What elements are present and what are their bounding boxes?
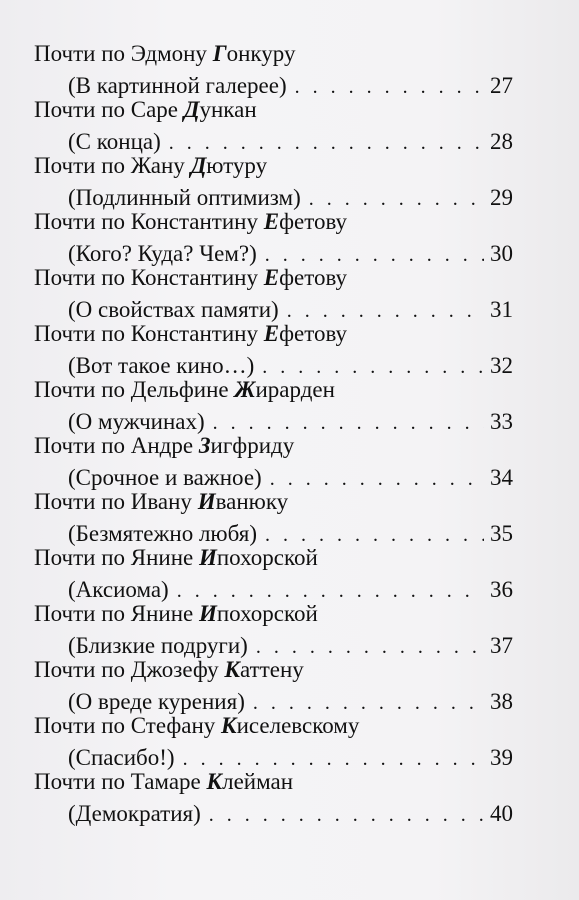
page-number: 40	[490, 801, 513, 826]
dot-leader	[295, 71, 484, 103]
toc-title-line	[34, 798, 513, 830]
toc-entry	[34, 766, 513, 876]
author-prefix: Почти по Джозефу	[34, 657, 225, 682]
toc-author	[34, 38, 513, 70]
page-number: 37	[490, 633, 513, 658]
author-prefix: Почти по Андре	[34, 433, 199, 458]
author-initial: З	[198, 433, 211, 458]
author-prefix: Почти по Константину	[34, 265, 264, 290]
author-initial: К	[206, 769, 223, 794]
toc-title: (Кого? Куда? Чем?)	[68, 241, 257, 266]
author-prefix: Почти по Константину	[34, 209, 264, 234]
toc-title: (О свойствах памяти)	[68, 297, 279, 322]
author-initial: Д	[183, 97, 200, 122]
author-prefix: Почти по Янине	[34, 601, 199, 626]
author-rest: ирарден	[255, 377, 335, 402]
toc-title: (В картинной галерее)	[68, 73, 287, 98]
page-number: 36	[490, 577, 513, 602]
author-prefix: Почти по Константину	[34, 321, 264, 346]
author-initial: И	[198, 545, 217, 570]
page-number: 34	[490, 465, 513, 490]
author-rest: похорской	[216, 545, 318, 570]
dot-leader	[270, 463, 484, 495]
author-initial: Ж	[234, 377, 256, 402]
dot-leader	[209, 799, 484, 831]
author-rest: ютуру	[206, 153, 268, 178]
toc-title: (О мужчинах)	[68, 409, 205, 434]
author-rest: ункан	[199, 97, 257, 122]
toc-title: (Демократия)	[68, 801, 201, 826]
page-number: 30	[490, 241, 513, 266]
author-rest: ванюку	[215, 489, 289, 514]
author-prefix: Почти по Ивану	[34, 489, 198, 514]
page-number: 32	[490, 353, 513, 378]
author-prefix: Почти по Эдмону	[34, 41, 213, 66]
author-rest: фетову	[279, 265, 348, 290]
author-initial: И	[198, 601, 217, 626]
page-number: 35	[490, 521, 513, 546]
author-rest: фетову	[279, 209, 348, 234]
author-initial: Е	[263, 321, 280, 346]
toc-title: (Спасибо!)	[68, 745, 175, 770]
author-initial: К	[221, 713, 237, 738]
toc-title: (Срочное и важное)	[68, 465, 262, 490]
author-initial: Г	[212, 41, 227, 66]
author-initial: Е	[263, 265, 280, 290]
author-rest: онкуру	[226, 41, 296, 66]
author-rest: игфриду	[210, 433, 295, 458]
author-initial: Д	[190, 153, 207, 178]
author-initial: Е	[263, 209, 280, 234]
page-number: 38	[490, 689, 513, 714]
author-prefix: Почти по Янине	[34, 545, 199, 570]
page-number: 28	[490, 129, 513, 154]
author-prefix: Почти по Жану	[34, 153, 191, 178]
toc-title: (С конца)	[68, 129, 161, 154]
author-initial: К	[224, 657, 241, 682]
author-rest: фетову	[279, 321, 348, 346]
author-rest: похорской	[216, 601, 318, 626]
author-initial: И	[197, 489, 216, 514]
author-prefix: Почти по Дельфине	[34, 377, 235, 402]
author-rest: лейман	[222, 769, 294, 794]
author-prefix: Почти по Стефану	[34, 713, 221, 738]
page-number: 33	[490, 409, 513, 434]
toc-title: (Подлинный оптимизм)	[68, 185, 301, 210]
page-number: 27	[490, 73, 513, 98]
author-prefix: Почти по Саре	[34, 97, 184, 122]
toc-title: (Безмятежно любя)	[68, 521, 257, 546]
toc-title: (О вреде курения)	[68, 689, 245, 714]
toc-title: (Вот такое кино…)	[68, 353, 255, 378]
author-rest: иселевскому	[236, 713, 360, 738]
page-number: 31	[490, 297, 513, 322]
author-rest: аттену	[240, 657, 304, 682]
toc-title: (Близкие подруги)	[68, 633, 248, 658]
page-number: 29	[490, 185, 513, 210]
author-prefix: Почти по Тамаре	[34, 769, 207, 794]
page-number: 39	[490, 745, 513, 770]
toc-title: (Аксиома)	[68, 577, 169, 602]
